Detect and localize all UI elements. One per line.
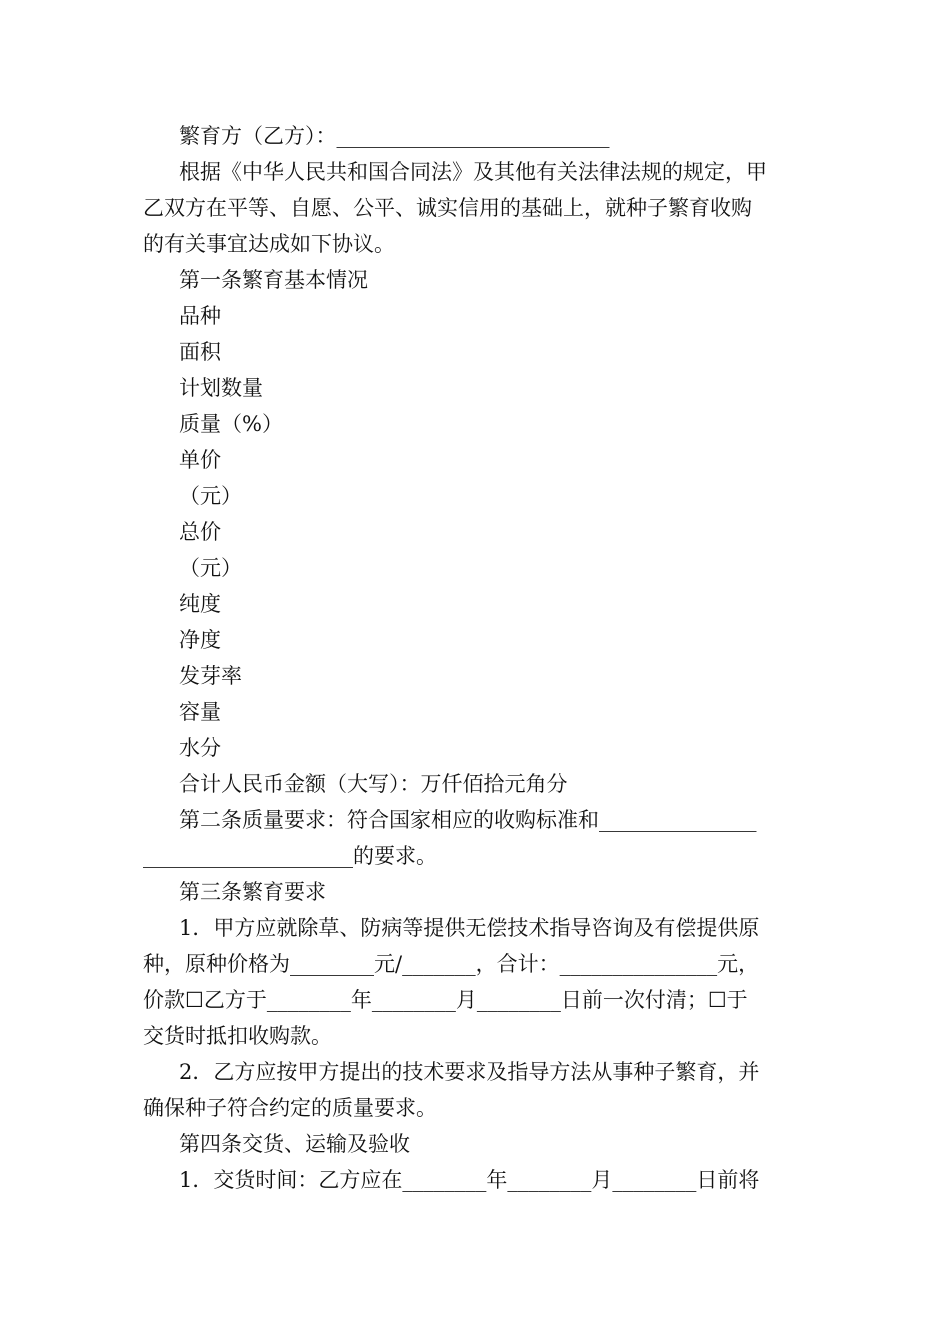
article-3-clause-1-line-4: 交货时抵扣收购款。	[143, 1024, 332, 1048]
item-unit-price-unit: （元）	[179, 484, 242, 508]
article-2-line-1: 第二条质量要求：符合国家相应的收购标准和_______________	[179, 808, 757, 832]
article-1-title: 第一条繁育基本情况	[179, 268, 368, 292]
article-3-clause-2-line-2: 确保种子符合约定的质量要求。	[143, 1096, 437, 1120]
line-preamble-3: 的有关事宜达成如下协议。	[143, 232, 395, 256]
article-4-title: 第四条交货、运输及验收	[179, 1132, 410, 1156]
item-cleanliness: 净度	[179, 628, 221, 652]
line-breeder-party: 繁育方（乙方）：__________________________	[179, 124, 610, 148]
article-3-clause-1-line-2: 种，原种价格为________元/_______，合计：_______________元，	[143, 952, 760, 976]
item-total-price: 总价	[179, 520, 221, 544]
line-preamble-1: 根据《中华人民共和国合同法》及其他有关法律法规的规定，甲	[179, 160, 767, 184]
item-unit-price: 单价	[179, 448, 221, 472]
article-3-clause-1-line-1: 1．甲方应就除草、防病等提供无偿技术指导咨询及有偿提供原	[179, 916, 760, 940]
item-germination-rate: 发芽率	[179, 664, 242, 688]
line-preamble-2: 乙双方在平等、自愿、公平、诚实信用的基础上，就种子繁育收购	[143, 196, 752, 220]
item-moisture: 水分	[179, 736, 221, 760]
item-total-price-unit: （元）	[179, 556, 242, 580]
article-3-clause-2-line-1: 2．乙方应按甲方提出的技术要求及指导方法从事种子繁育，并	[179, 1060, 760, 1084]
line-total-amount: 合计人民币金额（大写）：万仟佰拾元角分	[179, 772, 568, 796]
article-4-clause-1-line-1: 1．交货时间：乙方应在________年________月________日前将	[179, 1168, 760, 1192]
article-3-title: 第三条繁育要求	[179, 880, 326, 904]
document-page	[143, 118, 808, 1198]
item-quality: 质量（%）	[179, 412, 283, 436]
item-capacity: 容量	[179, 700, 221, 724]
article-2-line-2: ____________________的要求。	[143, 844, 437, 868]
item-variety: 品种	[179, 304, 221, 328]
item-purity: 纯度	[179, 592, 221, 616]
item-area: 面积	[179, 340, 221, 364]
article-3-clause-1-line-3: 价款☐乙方于________年________月________日前一次付清；☐于	[143, 988, 748, 1012]
item-planned-quantity: 计划数量	[179, 376, 263, 400]
